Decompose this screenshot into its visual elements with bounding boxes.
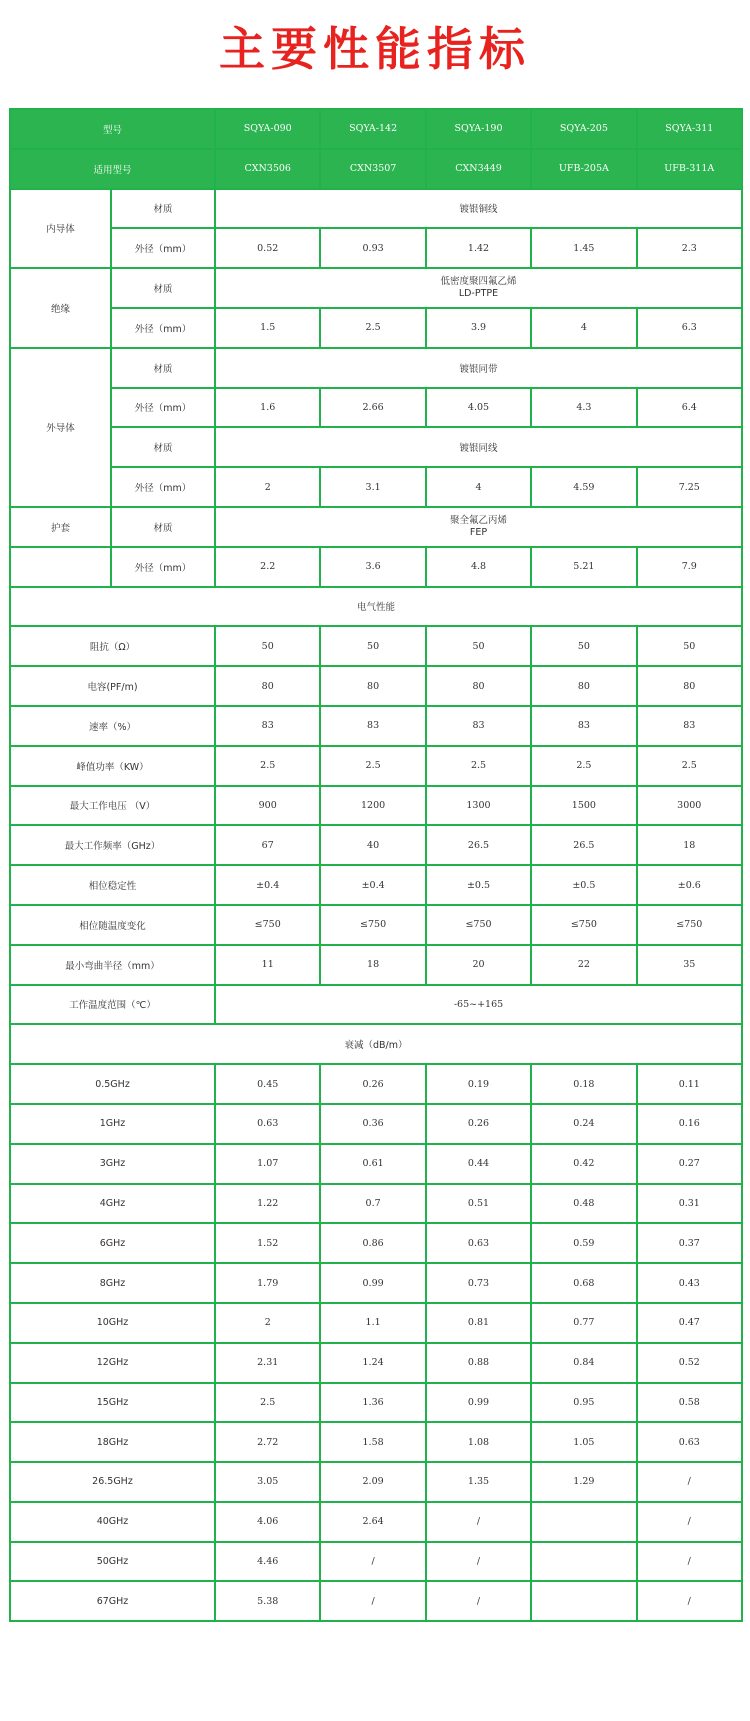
table-cell: 900 bbox=[215, 786, 320, 826]
table-cell: 0.52 bbox=[637, 1343, 742, 1383]
temp-range-value: -65~+165 bbox=[215, 985, 742, 1025]
model-header-row bbox=[10, 109, 742, 149]
table-row bbox=[10, 626, 742, 666]
row-label: 18GHz bbox=[10, 1422, 215, 1462]
table-cell: 0.44 bbox=[426, 1144, 531, 1184]
table-cell: 4.05 bbox=[426, 388, 531, 428]
table-cell: 2.3 bbox=[637, 228, 742, 268]
outer-conductor-label: 外导体 bbox=[10, 348, 111, 507]
table-cell: 0.27 bbox=[637, 1144, 742, 1184]
table-cell: 50 bbox=[426, 626, 531, 666]
diameter-label: 外径（mm） bbox=[111, 547, 215, 587]
table-cell: 0.63 bbox=[637, 1422, 742, 1462]
jacket-label: 护套 bbox=[10, 507, 111, 547]
table-cell bbox=[531, 1542, 636, 1582]
table-cell: 50 bbox=[637, 626, 742, 666]
table-cell: 0.73 bbox=[426, 1263, 531, 1303]
table-row bbox=[10, 706, 742, 746]
page-title: 主要性能指标 bbox=[219, 22, 531, 76]
jacket-material bbox=[215, 507, 742, 547]
table-row bbox=[10, 189, 742, 229]
table-cell: 80 bbox=[426, 666, 531, 706]
applicable-model: CXN3449 bbox=[426, 149, 531, 189]
table-cell: 50 bbox=[320, 626, 425, 666]
table-cell: 2.2 bbox=[215, 547, 320, 587]
table-row bbox=[10, 1184, 742, 1224]
table-cell: 0.88 bbox=[426, 1343, 531, 1383]
table-cell: 0.31 bbox=[637, 1184, 742, 1224]
table-cell: 2.64 bbox=[320, 1502, 425, 1542]
material-label: 材质 bbox=[111, 507, 215, 547]
table-cell: / bbox=[320, 1581, 425, 1621]
row-label: 10GHz bbox=[10, 1303, 215, 1343]
table-row bbox=[10, 1542, 742, 1582]
spec-table bbox=[9, 108, 743, 1622]
table-cell: 4 bbox=[531, 308, 636, 348]
table-cell: 7.9 bbox=[637, 547, 742, 587]
table-cell: 2.5 bbox=[320, 746, 425, 786]
table-cell: 0.86 bbox=[320, 1223, 425, 1263]
table-cell: 0.63 bbox=[215, 1104, 320, 1144]
table-cell: 2.5 bbox=[215, 746, 320, 786]
table-cell: 0.19 bbox=[426, 1064, 531, 1104]
table-cell: 3.6 bbox=[320, 547, 425, 587]
table-cell: 40 bbox=[320, 825, 425, 865]
diameter-label: 外径（mm） bbox=[111, 308, 215, 348]
table-cell: 1300 bbox=[426, 786, 531, 826]
table-cell: 80 bbox=[637, 666, 742, 706]
table-cell: 3.05 bbox=[215, 1462, 320, 1502]
table-cell: 2.5 bbox=[320, 308, 425, 348]
table-cell: 1.36 bbox=[320, 1383, 425, 1423]
table-row bbox=[10, 228, 742, 268]
table-cell: 0.18 bbox=[531, 1064, 636, 1104]
table-row bbox=[10, 666, 742, 706]
table-cell: / bbox=[426, 1502, 531, 1542]
attenuation-section-label: 衰减（dB/m） bbox=[10, 1024, 742, 1064]
table-cell: 6.4 bbox=[637, 388, 742, 428]
table-cell: / bbox=[637, 1502, 742, 1542]
table-cell: 1.6 bbox=[215, 388, 320, 428]
table-cell: 0.7 bbox=[320, 1184, 425, 1224]
table-cell: 0.37 bbox=[637, 1223, 742, 1263]
table-cell: 0.81 bbox=[426, 1303, 531, 1343]
table-cell: 0.63 bbox=[426, 1223, 531, 1263]
table-row bbox=[10, 467, 742, 507]
table-cell: 83 bbox=[426, 706, 531, 746]
row-label: 67GHz bbox=[10, 1581, 215, 1621]
table-cell: 3000 bbox=[637, 786, 742, 826]
model-name: SQYA-142 bbox=[320, 109, 425, 149]
row-label: 50GHz bbox=[10, 1542, 215, 1582]
table-cell: ±0.4 bbox=[215, 865, 320, 905]
table-row bbox=[10, 985, 742, 1025]
table-cell: 2 bbox=[215, 467, 320, 507]
table-cell: 0.24 bbox=[531, 1104, 636, 1144]
table-row bbox=[10, 746, 742, 786]
table-row bbox=[10, 1383, 742, 1423]
table-cell: ≤750 bbox=[531, 905, 636, 945]
row-label: 最小弯曲半径（mm） bbox=[10, 945, 215, 985]
table-cell: 11 bbox=[215, 945, 320, 985]
table-cell: ≤750 bbox=[426, 905, 531, 945]
table-cell: 1.52 bbox=[215, 1223, 320, 1263]
table-cell: 1.45 bbox=[531, 228, 636, 268]
row-label: 12GHz bbox=[10, 1343, 215, 1383]
row-label: 3GHz bbox=[10, 1144, 215, 1184]
table-row bbox=[10, 825, 742, 865]
table-cell: 22 bbox=[531, 945, 636, 985]
insulation-label: 绝缘 bbox=[10, 268, 111, 348]
table-cell: 2.5 bbox=[426, 746, 531, 786]
material-label: 材质 bbox=[111, 427, 215, 467]
insulation-material-line1: 低密度聚四氟乙烯 bbox=[440, 276, 517, 288]
electrical-rows bbox=[10, 626, 742, 984]
row-label: 40GHz bbox=[10, 1502, 215, 1542]
table-cell: 0.52 bbox=[215, 228, 320, 268]
table-cell: 0.26 bbox=[426, 1104, 531, 1144]
table-cell: 1500 bbox=[531, 786, 636, 826]
insulation-material bbox=[215, 268, 742, 308]
table-cell: 83 bbox=[320, 706, 425, 746]
table-row bbox=[10, 905, 742, 945]
table-cell: 0.51 bbox=[426, 1184, 531, 1224]
applicable-model: CXN3507 bbox=[320, 149, 425, 189]
table-cell: 80 bbox=[215, 666, 320, 706]
applicable-header-row bbox=[10, 149, 742, 189]
row-label: 相位随温度变化 bbox=[10, 905, 215, 945]
table-cell: / bbox=[426, 1581, 531, 1621]
table-row bbox=[10, 786, 742, 826]
table-cell: 3.1 bbox=[320, 467, 425, 507]
table-cell: 5.38 bbox=[215, 1581, 320, 1621]
table-row bbox=[10, 308, 742, 348]
row-label: 相位稳定性 bbox=[10, 865, 215, 905]
table-cell: 4.46 bbox=[215, 1542, 320, 1582]
table-cell: 0.42 bbox=[531, 1144, 636, 1184]
table-row bbox=[10, 1422, 742, 1462]
row-label: 最大工作频率（GHz） bbox=[10, 825, 215, 865]
table-cell: 1.08 bbox=[426, 1422, 531, 1462]
table-cell: 80 bbox=[531, 666, 636, 706]
section-row bbox=[10, 587, 742, 627]
table-cell: 67 bbox=[215, 825, 320, 865]
table-cell: 83 bbox=[637, 706, 742, 746]
table-cell: 26.5 bbox=[426, 825, 531, 865]
inner-conductor-material: 镀银铜线 bbox=[215, 189, 742, 229]
inner-conductor-label: 内导体 bbox=[10, 189, 111, 269]
table-cell: ≤750 bbox=[320, 905, 425, 945]
table-cell: 80 bbox=[320, 666, 425, 706]
table-row bbox=[10, 507, 742, 547]
table-cell: 83 bbox=[215, 706, 320, 746]
table-cell: 0.47 bbox=[637, 1303, 742, 1343]
row-label: 速率（%） bbox=[10, 706, 215, 746]
insulation-material-line2: LD-PTPE bbox=[458, 288, 499, 300]
electrical-section-label: 电气性能 bbox=[10, 587, 742, 627]
table-cell: 26.5 bbox=[531, 825, 636, 865]
outer-conductor-material-1: 镀银同带 bbox=[215, 348, 742, 388]
table-row bbox=[10, 1581, 742, 1621]
table-cell: ≤750 bbox=[215, 905, 320, 945]
table-cell: 0.95 bbox=[531, 1383, 636, 1423]
row-label: 电容(PF/m) bbox=[10, 666, 215, 706]
table-row bbox=[10, 348, 742, 388]
table-cell: 1.58 bbox=[320, 1422, 425, 1462]
table-cell: 3.9 bbox=[426, 308, 531, 348]
model-name: SQYA-190 bbox=[426, 109, 531, 149]
table-row bbox=[10, 945, 742, 985]
table-cell: 0.58 bbox=[637, 1383, 742, 1423]
table-cell: 0.77 bbox=[531, 1303, 636, 1343]
table-cell: ±0.5 bbox=[426, 865, 531, 905]
table-row bbox=[10, 1502, 742, 1542]
table-cell: / bbox=[637, 1581, 742, 1621]
table-cell: / bbox=[637, 1462, 742, 1502]
table-cell: 4.59 bbox=[531, 467, 636, 507]
table-row bbox=[10, 1303, 742, 1343]
table-cell: 1.22 bbox=[215, 1184, 320, 1224]
row-label: 15GHz bbox=[10, 1383, 215, 1423]
table-row bbox=[10, 1462, 742, 1502]
table-cell: ≤750 bbox=[637, 905, 742, 945]
model-header-label: 型号 bbox=[10, 109, 215, 149]
table-cell: 0.61 bbox=[320, 1144, 425, 1184]
table-cell: / bbox=[637, 1542, 742, 1582]
model-name: SQYA-311 bbox=[637, 109, 742, 149]
table-cell: 5.21 bbox=[531, 547, 636, 587]
model-name: SQYA-090 bbox=[215, 109, 320, 149]
table-cell bbox=[531, 1581, 636, 1621]
diameter-label: 外径（mm） bbox=[111, 228, 215, 268]
row-label: 1GHz bbox=[10, 1104, 215, 1144]
table-cell: 1.1 bbox=[320, 1303, 425, 1343]
table-cell: 4.3 bbox=[531, 388, 636, 428]
table-cell: 50 bbox=[215, 626, 320, 666]
row-label: 26.5GHz bbox=[10, 1462, 215, 1502]
table-cell: 1.29 bbox=[531, 1462, 636, 1502]
table-cell: / bbox=[320, 1542, 425, 1582]
table-cell: 2.72 bbox=[215, 1422, 320, 1462]
empty-cell bbox=[10, 547, 111, 587]
table-cell: 0.43 bbox=[637, 1263, 742, 1303]
table-cell: 4 bbox=[426, 467, 531, 507]
table-cell: 1.35 bbox=[426, 1462, 531, 1502]
applicable-model: CXN3506 bbox=[215, 149, 320, 189]
table-cell: / bbox=[426, 1542, 531, 1582]
material-label: 材质 bbox=[111, 348, 215, 388]
row-label: 4GHz bbox=[10, 1184, 215, 1224]
table-cell: 2 bbox=[215, 1303, 320, 1343]
table-cell: 2.66 bbox=[320, 388, 425, 428]
row-label: 阻抗（Ω） bbox=[10, 626, 215, 666]
table-row bbox=[10, 1064, 742, 1104]
section-row bbox=[10, 1024, 742, 1064]
table-cell: 0.93 bbox=[320, 228, 425, 268]
table-cell: 2.5 bbox=[215, 1383, 320, 1423]
applicable-model: UFB-205A bbox=[531, 149, 636, 189]
table-cell: 35 bbox=[637, 945, 742, 985]
temperature-rows bbox=[10, 985, 742, 1065]
table-cell: 0.11 bbox=[637, 1064, 742, 1104]
row-label: 8GHz bbox=[10, 1263, 215, 1303]
table-cell: 1200 bbox=[320, 786, 425, 826]
diameter-label: 外径（mm） bbox=[111, 388, 215, 428]
table-cell: 0.59 bbox=[531, 1223, 636, 1263]
table-row bbox=[10, 547, 742, 587]
outer-conductor-material-2: 镀银同线 bbox=[215, 427, 742, 467]
table-cell: 50 bbox=[531, 626, 636, 666]
table-cell: 4.06 bbox=[215, 1502, 320, 1542]
table-row bbox=[10, 388, 742, 428]
temp-range-label: 工作温度范围（℃） bbox=[10, 985, 215, 1025]
table-cell: 2.5 bbox=[531, 746, 636, 786]
table-row bbox=[10, 1104, 742, 1144]
table-row bbox=[10, 1263, 742, 1303]
table-cell: 18 bbox=[320, 945, 425, 985]
jacket-material-line2: FEP bbox=[469, 526, 488, 538]
row-label: 6GHz bbox=[10, 1223, 215, 1263]
table-row bbox=[10, 268, 742, 308]
table-cell: 2.31 bbox=[215, 1343, 320, 1383]
table-cell: 18 bbox=[637, 825, 742, 865]
model-name: SQYA-205 bbox=[531, 109, 636, 149]
table-cell: 2.09 bbox=[320, 1462, 425, 1502]
applicable-header-label: 适用型号 bbox=[10, 149, 215, 189]
table-cell: 7.25 bbox=[637, 467, 742, 507]
table-cell: 0.48 bbox=[531, 1184, 636, 1224]
table-cell: 1.05 bbox=[531, 1422, 636, 1462]
table-cell: 20 bbox=[426, 945, 531, 985]
table-cell: 1.24 bbox=[320, 1343, 425, 1383]
spec-table-body bbox=[10, 109, 742, 626]
table-cell: 1.42 bbox=[426, 228, 531, 268]
table-cell: 0.36 bbox=[320, 1104, 425, 1144]
table-row bbox=[10, 1144, 742, 1184]
table-cell: 0.45 bbox=[215, 1064, 320, 1104]
table-cell: 0.84 bbox=[531, 1343, 636, 1383]
row-label: 0.5GHz bbox=[10, 1064, 215, 1104]
material-label: 材质 bbox=[111, 268, 215, 308]
table-cell: 1.5 bbox=[215, 308, 320, 348]
table-cell: 4.8 bbox=[426, 547, 531, 587]
table-cell: 0.99 bbox=[320, 1263, 425, 1303]
table-cell: ±0.4 bbox=[320, 865, 425, 905]
table-cell: 0.68 bbox=[531, 1263, 636, 1303]
jacket-material-line1: 聚全氟乙丙烯 bbox=[449, 514, 507, 526]
table-cell bbox=[531, 1502, 636, 1542]
diameter-label: 外径（mm） bbox=[111, 467, 215, 507]
table-row bbox=[10, 1343, 742, 1383]
table-row bbox=[10, 427, 742, 467]
table-cell: 1.07 bbox=[215, 1144, 320, 1184]
table-cell: 0.99 bbox=[426, 1383, 531, 1423]
table-cell: 6.3 bbox=[637, 308, 742, 348]
applicable-model: UFB-311A bbox=[637, 149, 742, 189]
table-cell: 0.26 bbox=[320, 1064, 425, 1104]
table-cell: 1.79 bbox=[215, 1263, 320, 1303]
row-label: 最大工作电压 （V） bbox=[10, 786, 215, 826]
table-cell: 83 bbox=[531, 706, 636, 746]
table-cell: 0.16 bbox=[637, 1104, 742, 1144]
table-cell: ±0.6 bbox=[637, 865, 742, 905]
attenuation-rows bbox=[10, 1064, 742, 1621]
table-row bbox=[10, 1223, 742, 1263]
row-label: 峰值功率（KW） bbox=[10, 746, 215, 786]
table-cell: 2.5 bbox=[637, 746, 742, 786]
material-label: 材质 bbox=[111, 189, 215, 229]
table-cell: ±0.5 bbox=[531, 865, 636, 905]
table-row bbox=[10, 865, 742, 905]
